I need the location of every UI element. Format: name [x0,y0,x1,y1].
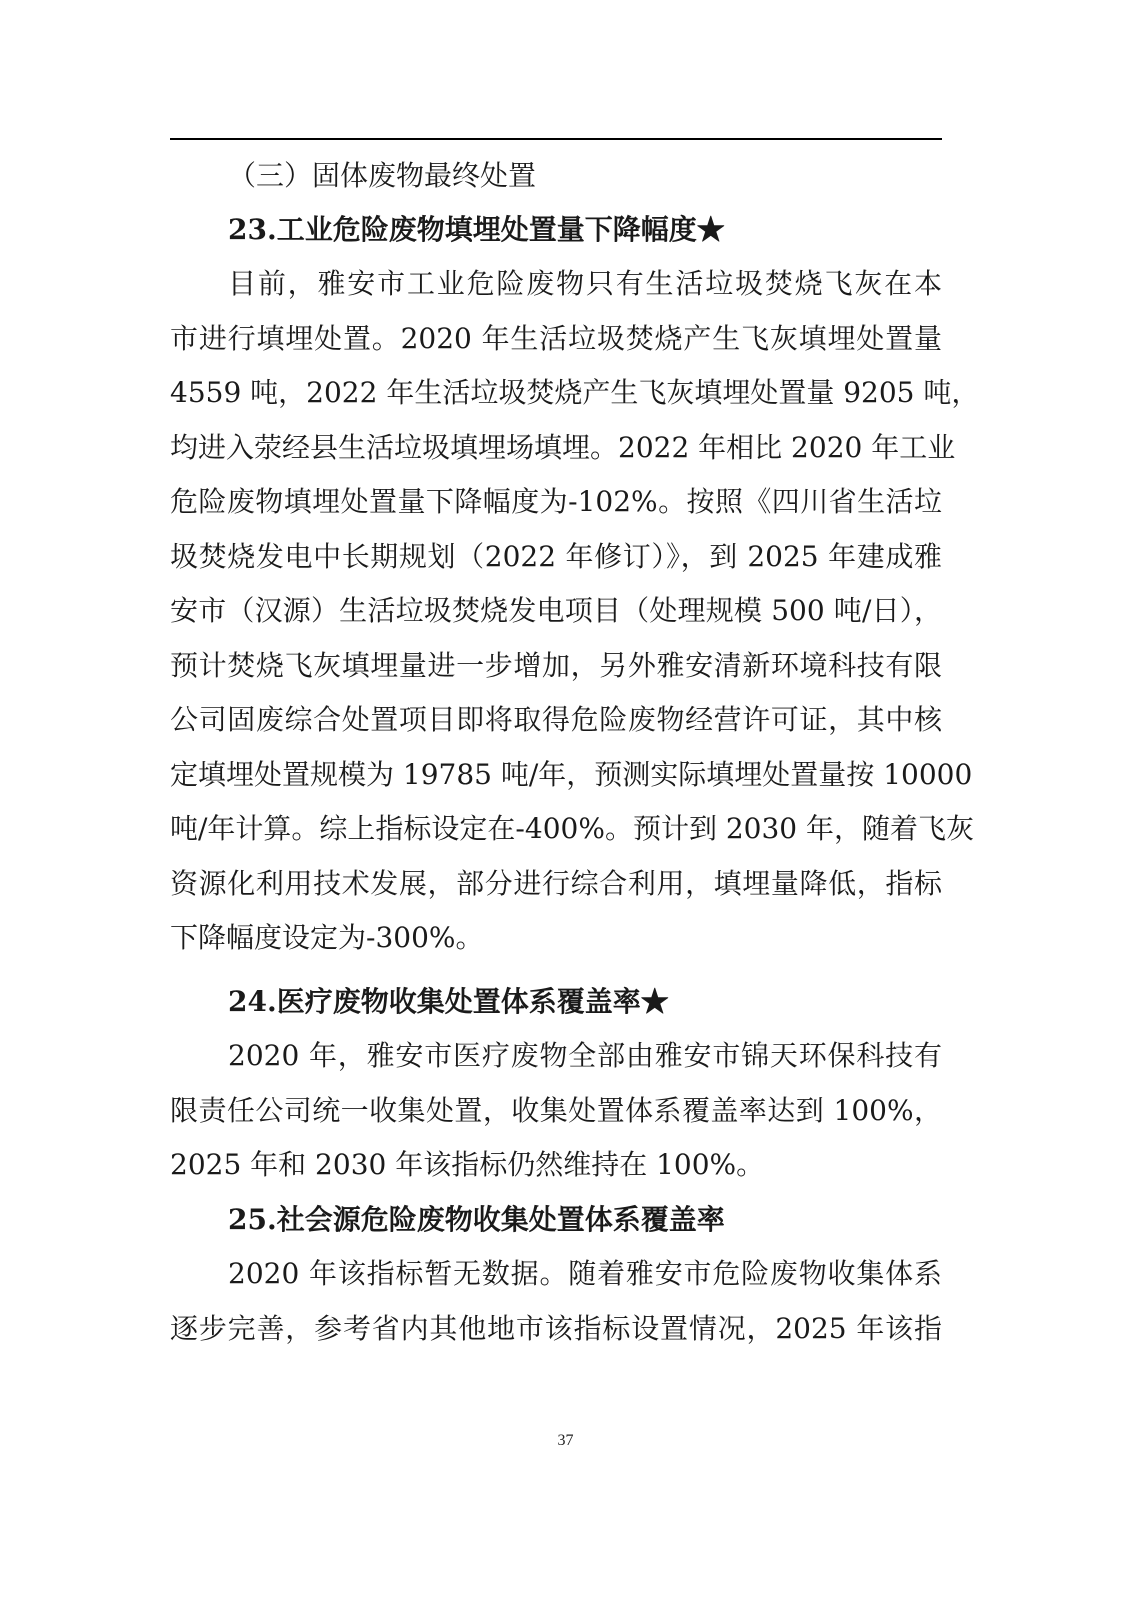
item-25-number: 25. [228,1203,277,1236]
item-23-line: 吨/年计算。综上指标设定在-400%。预计到 2030 年，随着飞灰 [170,812,975,845]
item-23-line: 均进入荥经县生活垃圾填埋场填埋。2022 年相比 2020 年工业 [170,431,956,464]
item-23-line: 4559 吨，2022 年生活垃圾焚烧产生飞灰填埋处置量 9205 吨， [170,376,980,409]
item-23-number: 23. [228,213,277,246]
item-25-title: 社会源危险废物收集处置体系覆盖率 [276,1203,725,1236]
page-number: 37 [557,1432,574,1449]
item-24-line: 2020 年，雅安市医疗废物全部由雅安市锦天环保科技有 [228,1039,942,1072]
item-23-line: 安市（汉源）生活垃圾焚烧发电项目（处理规模 500 吨/日）， [170,594,942,627]
item-23-line: 市进行填埋处置。2020 年生活垃圾焚烧产生飞灰填埋处置量 [170,322,942,355]
item-23-line: 定填埋处置规模为 19785 吨/年，预测实际填埋处置量按 10000 [170,758,973,791]
item-25-line: 逐步完善，参考省内其他地市该指标设置情况，2025 年该指 [170,1312,942,1345]
item-23-line: 下降幅度设定为-300%。 [170,921,484,954]
item-23-line: 资源化利用技术发展，部分进行综合利用，填埋量降低，指标 [170,867,942,900]
item-23-title: 工业危险废物填埋处置量下降幅度★ [276,213,725,246]
header-rule [170,138,942,140]
section-heading: （三）固体废物最终处置 [228,159,537,192]
item-24-line: 2025 年和 2030 年该指标仍然维持在 100%。 [170,1148,765,1181]
item-25-line: 2020 年该指标暂无数据。随着雅安市危险废物收集体系 [228,1257,942,1290]
item-24-title: 医疗废物收集处置体系覆盖率★ [276,985,669,1018]
item-23-heading [228,212,725,248]
item-24-number: 24. [228,985,277,1018]
item-23-line: 圾焚烧发电中长期规划（2022 年修订）》，到 2025 年建成雅 [170,540,942,573]
item-23-line: 公司固废综合处置项目即将取得危险废物经营许可证，其中核 [170,703,942,736]
item-24-heading [228,984,669,1020]
item-23-line: 目前，雅安市工业危险废物只有生活垃圾焚烧飞灰在本 [228,267,942,300]
item-23-line: 危险废物填埋处置量下降幅度为-102%。按照《四川省生活垃 [170,485,942,518]
item-23-line: 预计焚烧飞灰填埋量进一步增加，另外雅安清新环境科技有限 [170,649,942,682]
item-24-line: 限责任公司统一收集处置，收集处置体系覆盖率达到 100%， [170,1094,942,1127]
item-25-heading [228,1202,725,1238]
